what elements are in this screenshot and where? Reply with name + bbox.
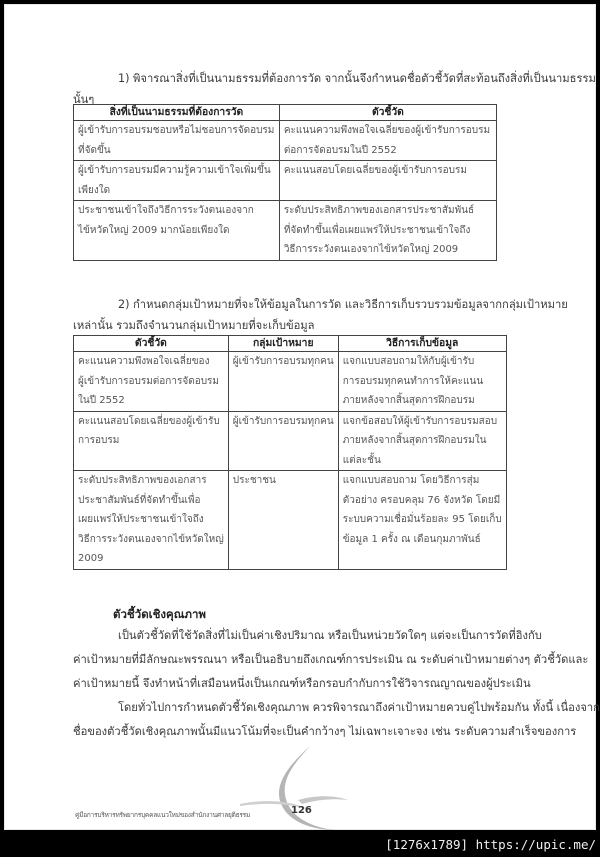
table-row	[74, 411, 507, 471]
target-cell: ประชาชน	[228, 471, 338, 570]
column-header: ตัวชี้วัด	[279, 105, 496, 121]
table-row	[74, 352, 507, 412]
footer-title: คู่มือการบริหารทรัพยากรบุคคลแนวใหม่ของสำนักงานศาลยุติธรรม	[75, 811, 251, 819]
qualitative-heading: ตัวชี้วัดเชิงคุณภาพ	[113, 607, 206, 621]
table-header-row	[74, 336, 507, 352]
indicator-cell: คะแนนสอบโดยเฉลี่ยของผู้เข้ารับการอบรม	[279, 161, 496, 201]
indicator-cell: คะแนนสอบโดยเฉลี่ยของผู้เข้ารับ การอบรม	[74, 411, 229, 471]
qualitative-line: ค่าเป้าหมายที่มีลักษณะพรรณนา หรือเป็นอธิบายถึงเกณฑ์การประเมิน ณ ระดับค่าเป้าหมายต่างๆ ตัวชี้วัดและ	[73, 653, 589, 666]
abstract-cell: ประชาชนเข้าใจถึงวิธีการระวังตนเองจาก ไข้หวัดใหญ่ 2009 มากน้อยเพียงใด	[74, 201, 280, 261]
column-header: กลุ่มเป้าหมาย	[228, 336, 338, 352]
qualitative-line: ค่าเป้าหมายนี้ จึงทำหน้าที่เสมือนหนึ่งเป็นเกณฑ์หรือกรอบกำกับการใช้วิจารณญาณของผู้ประเมิน	[73, 677, 531, 690]
section1-intro-line2: นั้นๆ	[73, 93, 95, 106]
method-cell: แจกแบบสอบถามให้กับผู้เข้ารับ การอบรมทุกคนทำการให้คะแนน ภายหลังจากสิ้นสุดการฝึกอบรม	[338, 352, 506, 412]
method-cell: แจกแบบสอบถาม โดยวิธีการสุ่ม ตัวอย่าง ครอบคลุม 76 จังหวัด โดยมี ระบบความเชื่อมั่นร้อยละ 95 โดยเก็บ ข้อมูล 1 ครั้ง ณ เดือนกุมภาพันธ์	[338, 471, 506, 570]
abstract-cell: ผู้เข้ารับการอบรมมีความรู้ความเข้าใจเพิ่มขึ้น เพียงใด	[74, 161, 280, 201]
qualitative-line: ชื่อของตัวชี้วัดเชิงคุณภาพนั้นมีแนวโน้มที่จะเป็นคำกว้างๆ ไม่เฉพาะเจาะจง เช่น ระดับความสำเร็จของการ	[73, 725, 577, 738]
table-row	[74, 161, 497, 201]
indicator-cell: คะแนนความพึงพอใจเฉลี่ยของ ผู้เข้ารับการอบรมต่อการจัดอบรม ในปี 2552	[74, 352, 229, 412]
qualitative-line: เป็นตัวชี้วัดที่ใช้วัดสิ่งที่ไม่เป็นค่าเชิงปริมาณ หรือเป็นหน่วยวัดใดๆ แต่จะเป็นการวัดที่อิงกับ	[118, 629, 542, 642]
indicator-cell: ระดับประสิทธิภาพของเอกสารประชาสัมพันธ์ ที่จัดทำขึ้นเพื่อเผยแพร่ให้ประชาชนเข้าใจถึง วิธีการระวังตนเองจากไข้หวัดใหญ่ 2009	[279, 201, 496, 261]
column-header: ตัวชี้วัด	[74, 336, 229, 352]
column-header: สิ่งที่เป็นนามธรรมที่ต้องการวัด	[74, 105, 280, 121]
section2-intro-line2: เหล่านั้น รวมถึงจำนวนกลุ่มเป้าหมายที่จะเก็บข้อมูล	[73, 319, 315, 332]
abstract-indicator-table	[73, 104, 497, 261]
target-cell: ผู้เข้ารับการอบรมทุกคน	[228, 352, 338, 412]
abstract-cell: ผู้เข้ารับการอบรมชอบหรือไม่ชอบการจัดอบรม ที่จัดขึ้น	[74, 121, 280, 161]
table-row	[74, 471, 507, 570]
image-size-watermark: [1276x1789] https://upic.me/	[385, 837, 596, 852]
target-method-table	[73, 335, 507, 570]
table-row	[74, 121, 497, 161]
indicator-cell: ระดับประสิทธิภาพของเอกสาร ประชาสัมพันธ์ที่จัดทำขึ้นเพื่อ เผยแพร่ให้ประชาชนเข้าใจถึง วิธีการระวังตนเองจากไข้หวัดใหญ่ 2009	[74, 471, 229, 570]
method-cell: แจกข้อสอบให้ผู้เข้ารับการอบรมสอบ ภายหลังจากสิ้นสุดการฝึกอบรมใน แต่ละชั้น	[338, 411, 506, 471]
section1-intro-line1: 1) พิจารณาสิ่งที่เป็นนามธรรมที่ต้องการวัด จากนั้นจึงกำหนดชื่อตัวชี้วัดที่สะท้อนถึงสิ่งที่เป็นนามธรรม	[118, 72, 596, 85]
table-row	[74, 201, 497, 261]
table-header-row	[74, 105, 497, 121]
section2-intro-line1: 2) กำหนดกลุ่มเป้าหมายที่จะให้ข้อมูลในการวัด และวิธีการเก็บรวบรวมข้อมูลจากกลุ่มเป้าหมาย	[118, 298, 568, 311]
qualitative-line: โดยทั่วไปการกำหนดตัวชี้วัดเชิงคุณภาพ ควรพิจารณาถึงค่าเป้าหมายควบคู่ไปพร้อมกัน ทั้งนี้ เนื่องจาก	[118, 701, 600, 714]
swoosh-logo-icon	[240, 738, 350, 838]
page-number: 126	[291, 805, 312, 816]
target-cell: ผู้เข้ารับการอบรมทุกคน	[228, 411, 338, 471]
document-page	[4, 4, 600, 830]
column-header: วิธีการเก็บข้อมูล	[338, 336, 506, 352]
indicator-cell: คะแนนความพึงพอใจเฉลี่ยของผู้เข้ารับการอบรม ต่อการจัดอบรมในปี 2552	[279, 121, 496, 161]
